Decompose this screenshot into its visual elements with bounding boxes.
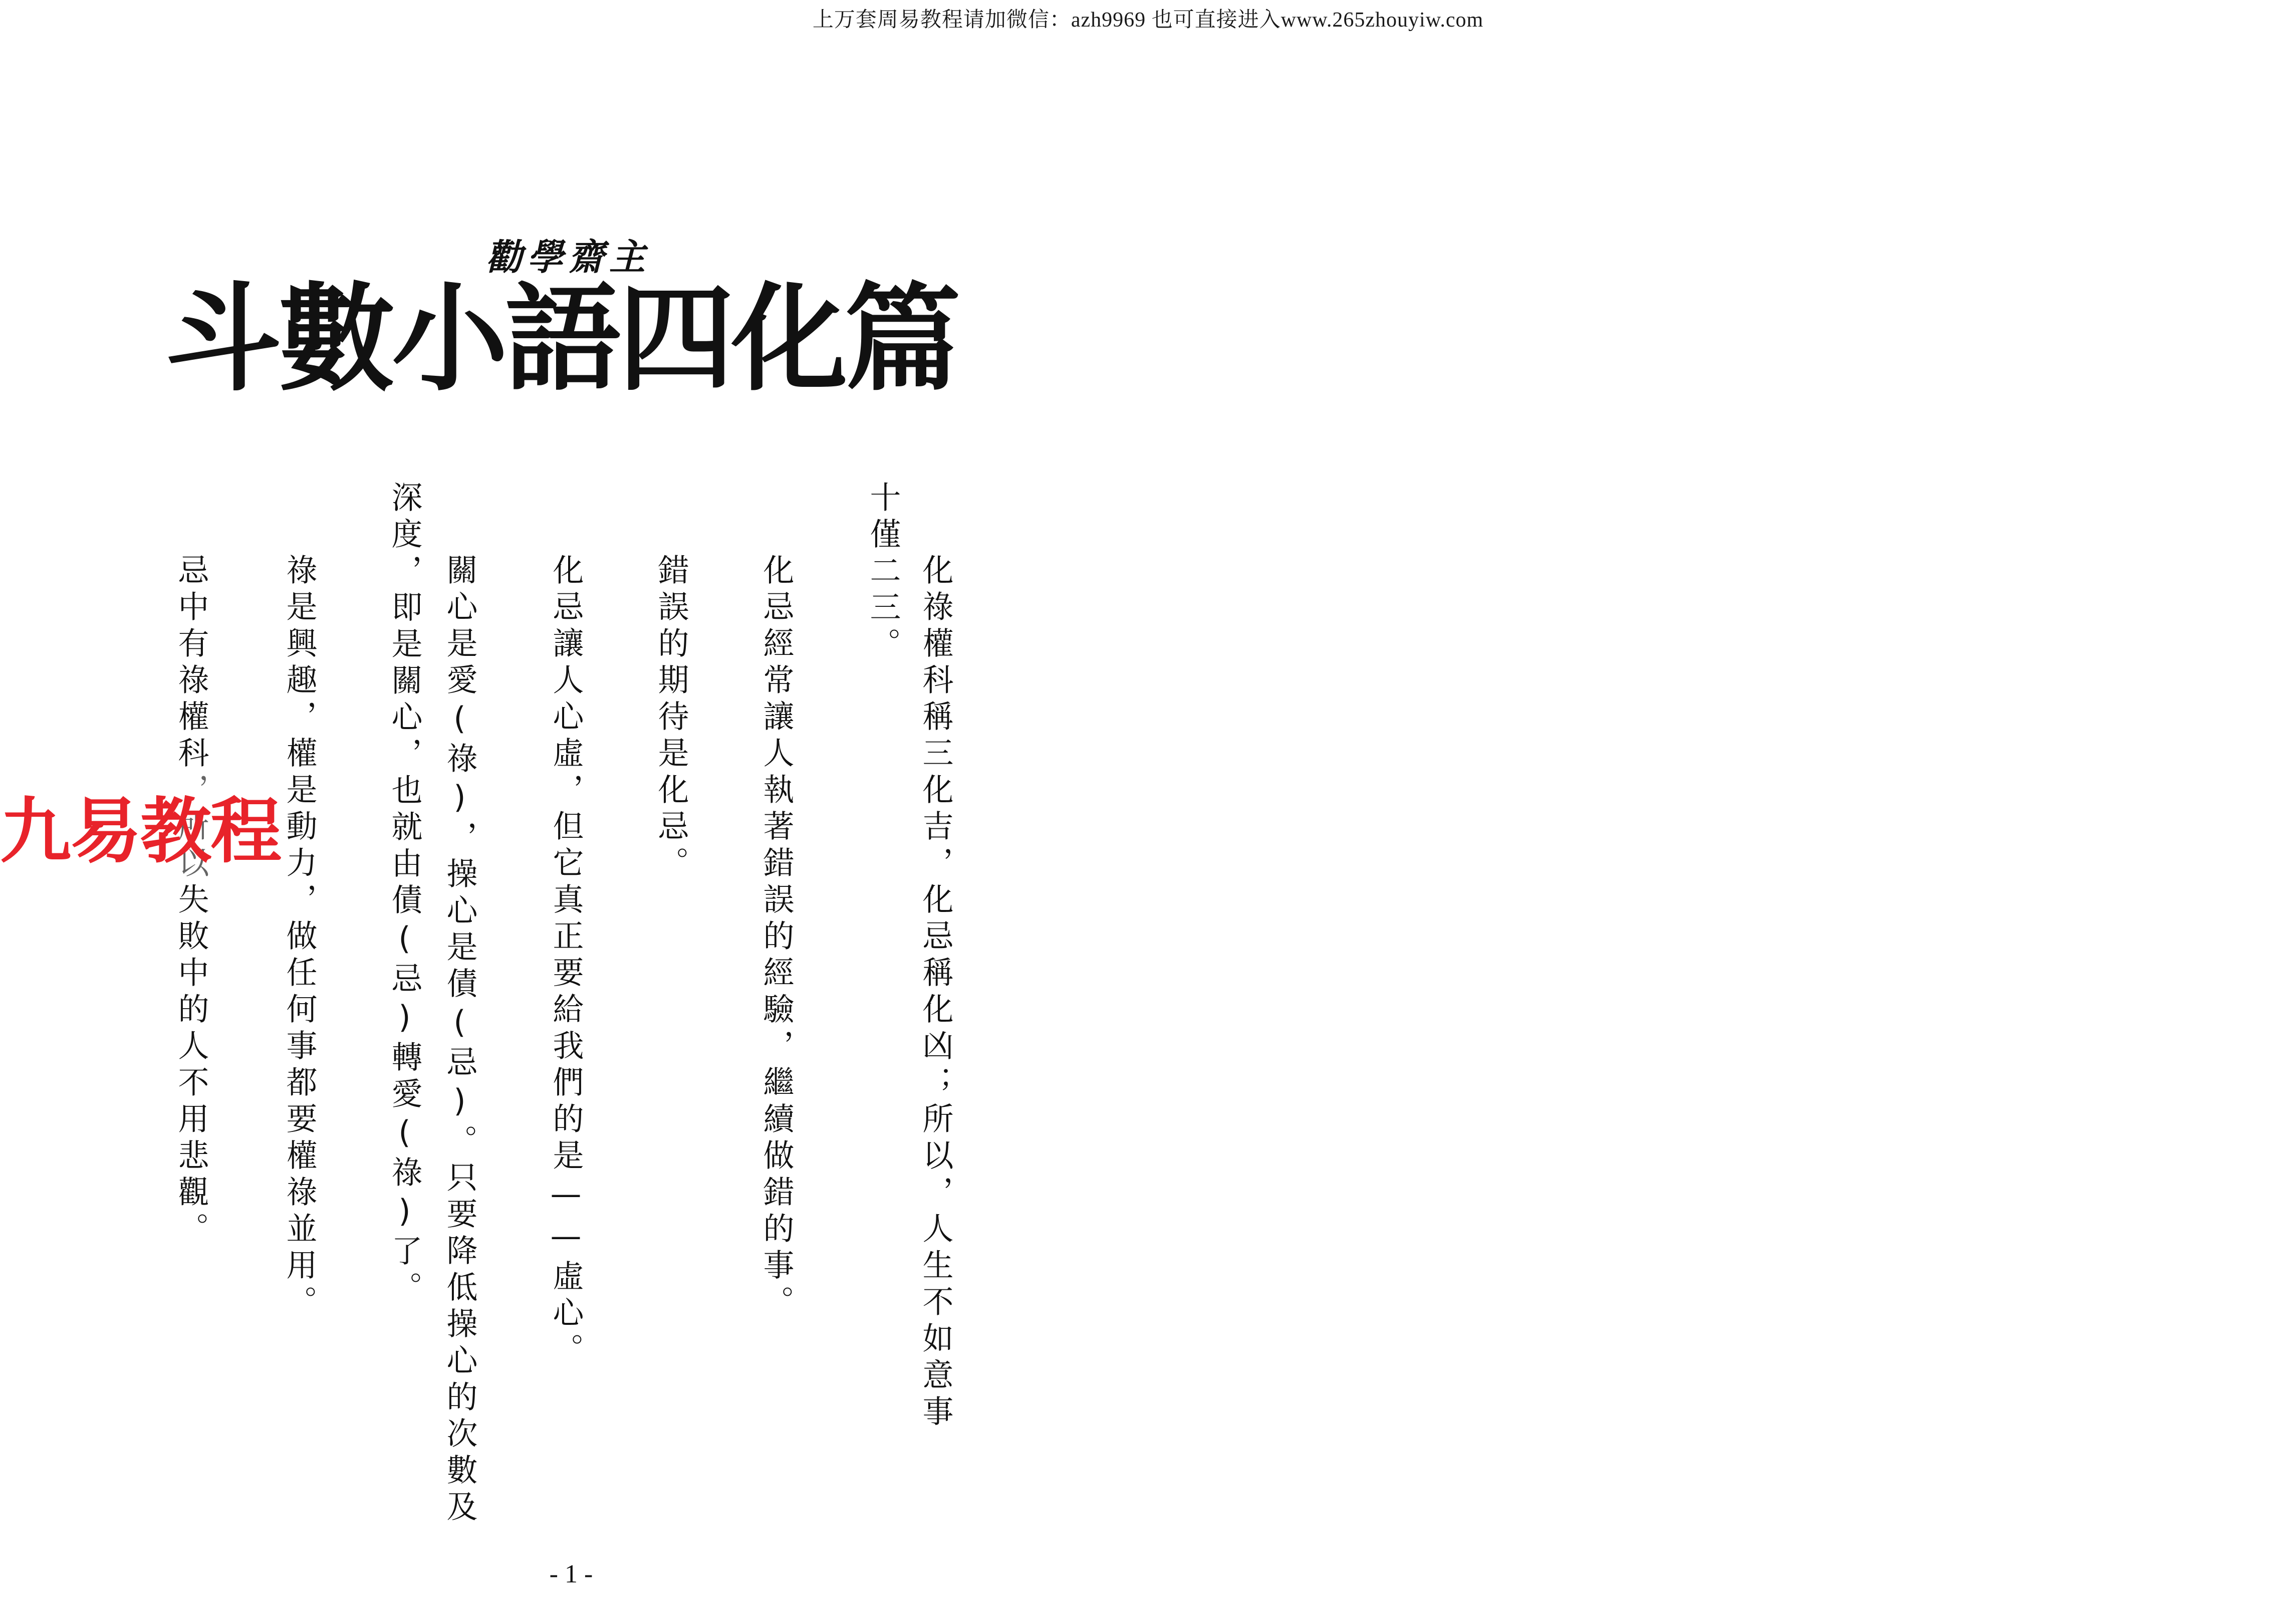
author-byline: 勸學齋主	[486, 236, 651, 278]
text-column-1: 化祿權科稱三化吉，化忌稱化凶；所以，人生不如意事	[917, 554, 954, 1432]
watermark-logo: 九易教程	[0, 774, 281, 876]
text-column-3: 化忌經常讓人執著錯誤的經驗，繼續做錯的事。	[758, 554, 795, 1322]
header-banner: 上万套周易教程请加微信：azh9969 也可直接进入www.265zhouyiw.com	[812, 9, 1484, 32]
text-column-5: 化忌讓人心虛，但它真正要給我們的是——虛心。	[548, 554, 584, 1369]
text-column-8: 祿是興趣，權是動力，做任何事都要權祿並用。	[281, 554, 318, 1322]
page-number: - 1 -	[549, 1560, 593, 1588]
text-column-4: 錯誤的期待是化忌。	[653, 554, 689, 883]
text-column-2: 十僅二三。	[865, 481, 901, 664]
page-title: 斗數小語四化篇	[165, 270, 958, 407]
text-column-7: 深度，即是關心，也就由債(忌)轉愛(祿)了。	[386, 481, 423, 1308]
text-column-6: 關心是愛(祿)，操心是債(忌)。只要降低操心的次數及	[441, 554, 478, 1527]
text-column-9: 忌中有祿權科，所以失敗中的人不用悲觀。	[173, 554, 209, 1249]
